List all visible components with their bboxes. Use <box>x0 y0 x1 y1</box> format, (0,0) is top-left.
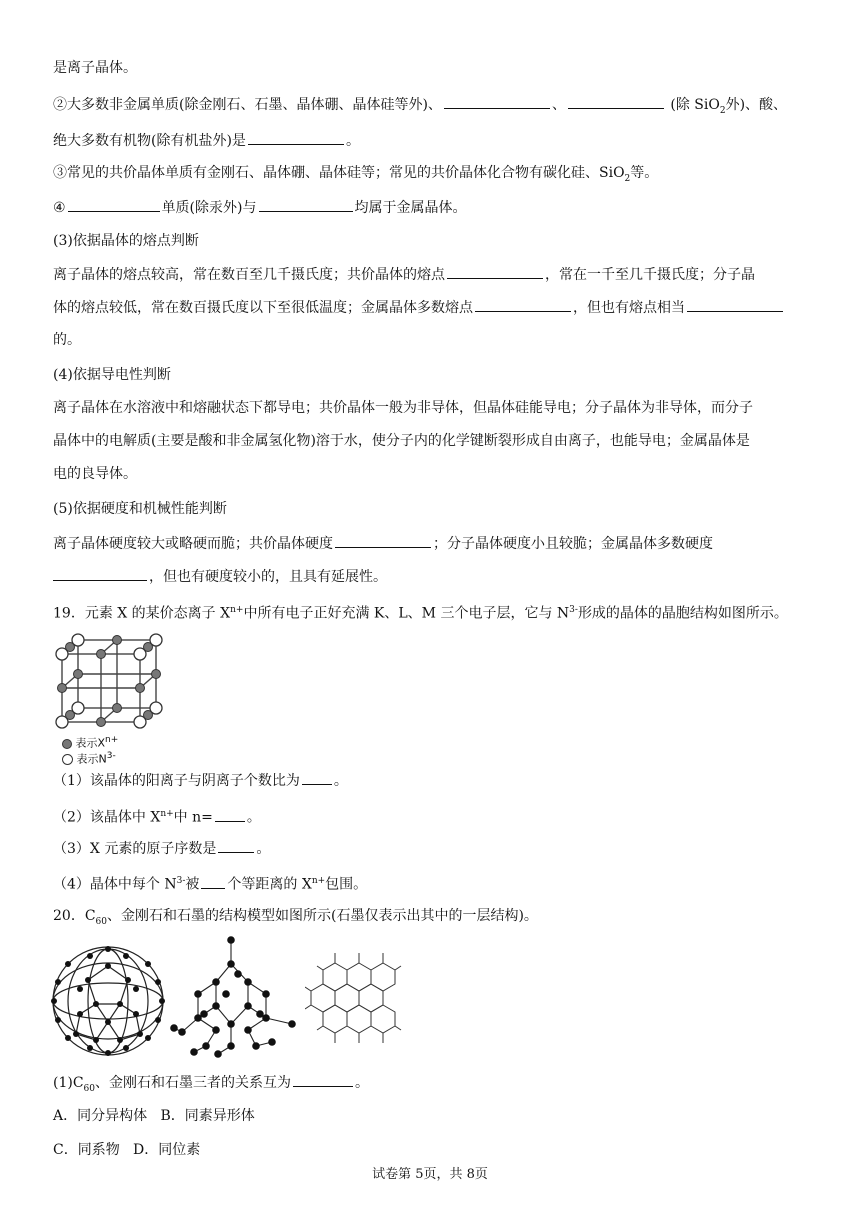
fill-blank <box>201 874 225 889</box>
fill-blank <box>293 1072 353 1087</box>
page-footer: 试卷第 5页，共 8页 <box>372 1167 488 1182</box>
subquestion: （4）晶体中每个 $N^{3-}$被 个等距离的 $X^{n+}$包围。 <box>53 871 367 895</box>
graphite-figure <box>305 945 405 1061</box>
fill-blank <box>444 94 550 109</box>
text-line: ③常见的共价晶体单质有金刚石、晶体硼、晶体硅等；常见的共价晶体化合物有碳化硅、SiO$_2$等。 <box>53 165 659 184</box>
fill-blank <box>475 297 571 312</box>
subquestion: （3）X 元素的原子序数是 。 <box>53 838 270 859</box>
fill-blank <box>302 770 332 785</box>
question-19: 19．元素 X 的某价态离子 $X^{n+}$中所有电子正好充满 K、L、M 三个电子层，它与 $N^{3-}$形成的晶体的晶胞结构如图所示。 <box>53 605 788 622</box>
graphite-diagram <box>305 945 405 1057</box>
subquestion: （1）该晶体的阳离子与阴离子个数比为 。 <box>53 770 348 791</box>
fill-blank <box>68 197 160 212</box>
fill-blank <box>687 297 783 312</box>
unit-cell-diagram <box>50 630 166 730</box>
text-line: 离子晶体在水溶液中和熔融状态下都导电；共价晶体一般为非导体，但晶体硅能导电；分子晶体为非导体，而分子 <box>53 400 753 416</box>
subquestion: （2）该晶体中 $X^{n+}$中 n= 。 <box>53 804 261 828</box>
fill-blank <box>335 533 431 548</box>
text-line: 电的良导体。 <box>53 466 137 482</box>
subquestion: $(1)C_{60}$、金刚石和石墨三者的关系互为 。 <box>53 1072 369 1099</box>
white-ball-icon <box>62 754 73 765</box>
question-20: 20．$C_{60}$、金刚石和石墨的结构模型如图所示(石墨仅表示出其中的一层结构)。 <box>53 908 538 927</box>
c60-diagram <box>50 944 166 1058</box>
fill-blank <box>53 566 147 581</box>
answer-options: C．同系物 D．同位素 <box>53 1142 201 1158</box>
figure-legend: 表示$X^{n+}$ 表示$N^{3-}$ <box>62 734 166 765</box>
fill-blank <box>215 807 245 822</box>
section-heading: (5)依据硬度和机械性能判断 <box>53 501 227 517</box>
diamond-figure <box>168 934 300 1066</box>
fill-blank <box>447 264 543 279</box>
crystal-cell-figure <box>50 630 166 766</box>
fill-blank <box>218 838 254 853</box>
answer-options: A．同分异构体 B．同素异形体 <box>53 1108 255 1124</box>
diamond-diagram <box>168 934 300 1062</box>
text-line: ②大多数非金属单质(除金刚石、石墨、晶体硼、晶体硅等外)、 、 (除 SiO$_2$外)、酸、 <box>53 94 787 121</box>
section-heading: (3)依据晶体的熔点判断 <box>53 233 199 249</box>
fill-blank <box>248 130 344 145</box>
text-line: ，但也有硬度较小的，且具有延展性。 <box>53 566 387 587</box>
c60-figure <box>50 944 166 1062</box>
gray-ball-icon <box>62 739 72 749</box>
text-line: ④ 单质(除汞外)与 均属于金属晶体。 <box>53 197 467 218</box>
text-line: 的。 <box>53 332 81 348</box>
text-line: 体的熔点较低，常在数百摄氏度以下至很低温度；金属晶体多数熔点 ，但也有熔点相当 <box>53 297 785 318</box>
fill-blank <box>259 197 353 212</box>
text-line: 晶体中的电解质(主要是酸和非金属氢化物)溶于水，使分子内的化学键断裂形成自由离子，也能导电；金属晶体是 <box>53 433 750 449</box>
text-line: 离子晶体硬度较大或略硬而脆；共价晶体硬度 ；分子晶体硬度小且较脆；金属晶体多数硬度 <box>53 533 713 554</box>
fill-blank <box>568 94 664 109</box>
text-line: 离子晶体的熔点较高，常在数百至几千摄氏度；共价晶体的熔点 ，常在一千至几千摄氏度；分子晶 <box>53 264 755 285</box>
text-line: 绝大多数有机物(除有机盐外)是 。 <box>53 130 360 151</box>
text-line: 是离子晶体。 <box>53 60 137 76</box>
section-heading: (4)依据导电性判断 <box>53 367 171 383</box>
